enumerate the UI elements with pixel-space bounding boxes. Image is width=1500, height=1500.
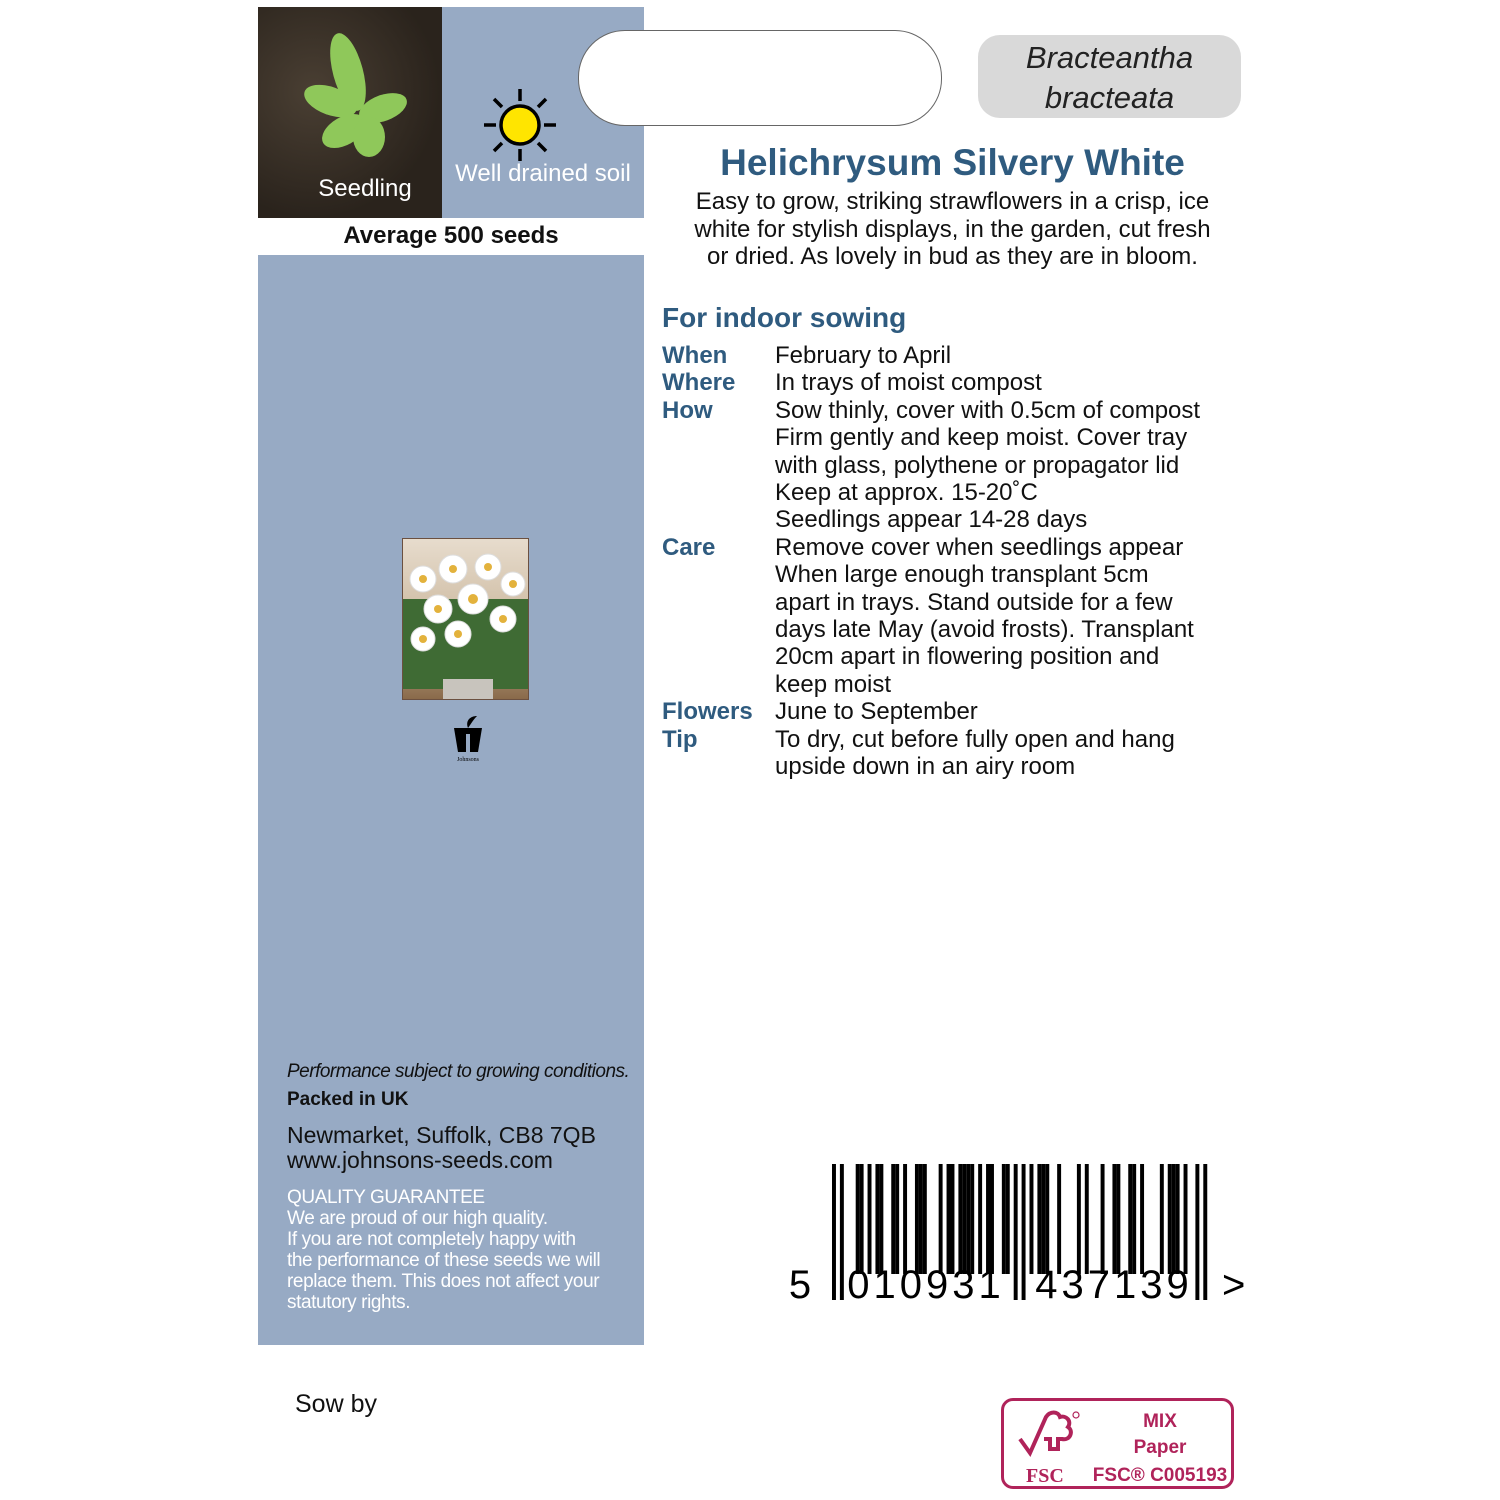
sowing-line: days late May (avoid frosts). Transplant (775, 616, 1194, 644)
barcode-bar (875, 1164, 879, 1274)
fsc-mix: MIX (1143, 1411, 1177, 1432)
sowing-row (662, 698, 1200, 725)
barcode-bar (962, 1164, 966, 1274)
description-line: or dried. As lovely in bud as they are in bloom. (707, 243, 1198, 270)
barcode-bar (1101, 1164, 1105, 1274)
seedling-label: Seedling (318, 175, 412, 202)
barcode-bar (923, 1164, 927, 1274)
sowing-row (662, 369, 1200, 396)
sowing-line: In trays of moist compost (775, 369, 1042, 397)
sowing-table (662, 342, 1200, 781)
latin-name (978, 35, 1241, 118)
barcode-bar (856, 1164, 860, 1274)
barcode-bar (978, 1164, 982, 1274)
flower-illustration (403, 539, 528, 699)
barcode-bar (1037, 1164, 1041, 1274)
guarantee-line: replace them. This does not affect your (287, 1271, 600, 1292)
barcode-bar (1112, 1164, 1116, 1274)
sowing-label: How (662, 396, 713, 424)
barcode-bar (1077, 1164, 1081, 1274)
product-title: Helichrysum Silvery White (720, 142, 1185, 183)
guarantee-line: the performance of these seeds we will (287, 1250, 601, 1271)
barcode-bar (1085, 1164, 1089, 1274)
sowing-value (775, 534, 1194, 698)
sowing-label: Where (662, 369, 736, 397)
barcode-bar (1184, 1164, 1188, 1274)
barcode-bar (958, 1164, 962, 1274)
sowing-label: Care (662, 533, 716, 561)
barcode-bar (986, 1164, 990, 1274)
barcode-bar (1002, 1164, 1006, 1274)
fsc-logo (1001, 1398, 1234, 1489)
sowing-line: Keep at approx. 15-20˚C (775, 479, 1038, 507)
barcode-bar (860, 1164, 864, 1274)
barcode-bar (939, 1164, 943, 1274)
packet-footer (287, 1061, 647, 1313)
barcode-bar (868, 1164, 872, 1274)
fsc-paper: Paper (1133, 1437, 1187, 1458)
barcode-bar (1128, 1164, 1132, 1274)
barcode-bar (966, 1164, 970, 1274)
latin-genus: Bracteantha (1025, 40, 1194, 75)
sowing-value (775, 342, 951, 369)
barcode-bar (1168, 1164, 1172, 1274)
barcode-bar (1132, 1164, 1136, 1274)
barcode-bar (947, 1164, 951, 1274)
guarantee-heading: QUALITY GUARANTEE (287, 1187, 485, 1208)
barcode-bar (990, 1164, 994, 1274)
barcode-bar (891, 1164, 895, 1274)
barcode-bar (1022, 1164, 1026, 1300)
sowing-line: June to September (775, 698, 978, 726)
sowing-line: Firm gently and keep moist. Cover tray (775, 424, 1188, 452)
sowing-value (775, 726, 1175, 781)
barcode-bar (1176, 1164, 1180, 1274)
barcode-bar (1006, 1164, 1010, 1274)
fsc-logo-text: FSC (1026, 1465, 1064, 1487)
barcode-bar (1041, 1164, 1045, 1274)
barcode-bar (1140, 1164, 1144, 1274)
sowing-label: Flowers (662, 698, 753, 726)
barcode-bar (1045, 1164, 1049, 1274)
sowing-row (662, 534, 1200, 698)
disclaimer: Performance subject to growing conditions. (287, 1061, 630, 1082)
sowing-line: upside down in an airy room (775, 753, 1076, 781)
johnsons-logo-icon (451, 714, 485, 764)
fsc-tree-icon (1016, 1409, 1082, 1459)
barcode-bar (840, 1164, 844, 1300)
barcode-bar (1057, 1164, 1061, 1274)
sowing-value (775, 397, 1200, 534)
product-description (660, 188, 1245, 271)
sowing-line: with glass, polythene or propagator lid (775, 451, 1180, 479)
sowing-line: When large enough transplant 5cm (775, 561, 1149, 589)
sowing-line: keep moist (775, 670, 892, 698)
website: www.johnsons-seeds.com (287, 1147, 553, 1173)
latin-species: bracteata (1044, 80, 1175, 115)
barcode-bar (915, 1164, 919, 1274)
sowing-line: To dry, cut before fully open and hang (775, 725, 1175, 753)
flower-photo (402, 538, 529, 700)
barcode-bar (903, 1164, 907, 1274)
sowing-row (662, 726, 1200, 781)
barcode-bar (1203, 1164, 1207, 1300)
barcode-bar (970, 1164, 974, 1274)
guarantee-line: We are proud of our high quality. (287, 1208, 548, 1229)
hang-hole (578, 30, 942, 126)
barcode-arrow: > (1222, 1263, 1246, 1307)
barcode (780, 1160, 1250, 1310)
barcode-right-digits: 437139 (1035, 1263, 1193, 1307)
barcode-left-digits: 010931 (847, 1263, 1005, 1307)
barcode-bar (895, 1164, 899, 1274)
sowing-label: Tip (662, 725, 698, 753)
barcode-bar (951, 1164, 955, 1274)
description-line: white for stylish displays, in the garden, cut fresh (694, 215, 1211, 243)
barcode-bar (1172, 1164, 1176, 1274)
sowing-value (775, 369, 1042, 396)
sowing-line: 20cm apart in flowering position and (775, 643, 1160, 671)
barcode-first-digit: 5 (788, 1263, 812, 1307)
barcode-bar (1014, 1164, 1018, 1300)
guarantee-line: If you are not completely happy with (287, 1229, 576, 1250)
sowing-value (775, 698, 978, 725)
barcode-bar (832, 1164, 836, 1300)
sowing-heading: For indoor sowing (662, 302, 907, 333)
address: Newmarket, Suffolk, CB8 7QB (287, 1122, 596, 1148)
seedling-photo (258, 7, 442, 218)
barcode-bar (1195, 1164, 1199, 1300)
sowing-label: When (662, 342, 728, 369)
guarantee-line: statutory rights. (287, 1292, 411, 1313)
description-line: Easy to grow, striking strawflowers in a crisp, ice (695, 188, 1210, 215)
sowing-line: Sow thinly, cover with 0.5cm of compost (775, 396, 1201, 424)
sun-icon (482, 87, 558, 163)
sowing-line: apart in trays. Stand outside for a few (775, 588, 1173, 616)
packed-in: Packed in UK (287, 1089, 409, 1110)
sowing-line: Seedlings appear 14-28 days (775, 506, 1088, 534)
barcode-bar (1030, 1164, 1034, 1274)
sowing-line: February to April (775, 342, 952, 369)
sowing-row (662, 342, 1200, 369)
seed-count: Average 500 seeds (343, 222, 559, 249)
barcode-bar (879, 1164, 883, 1274)
barcode-bar (919, 1164, 923, 1274)
sowing-row (662, 397, 1200, 534)
sow-by-label: Sow by (295, 1390, 377, 1418)
svg-text:Johnsons: Johnsons (456, 757, 480, 763)
sowing-line: Remove cover when seedlings appear (775, 533, 1184, 561)
soil-label: Well drained soil (455, 160, 631, 187)
barcode-bar (1160, 1164, 1164, 1274)
barcode-bar (1116, 1164, 1120, 1274)
fsc-code: FSC® C005193 (1092, 1465, 1228, 1486)
quality-guarantee (287, 1187, 647, 1313)
